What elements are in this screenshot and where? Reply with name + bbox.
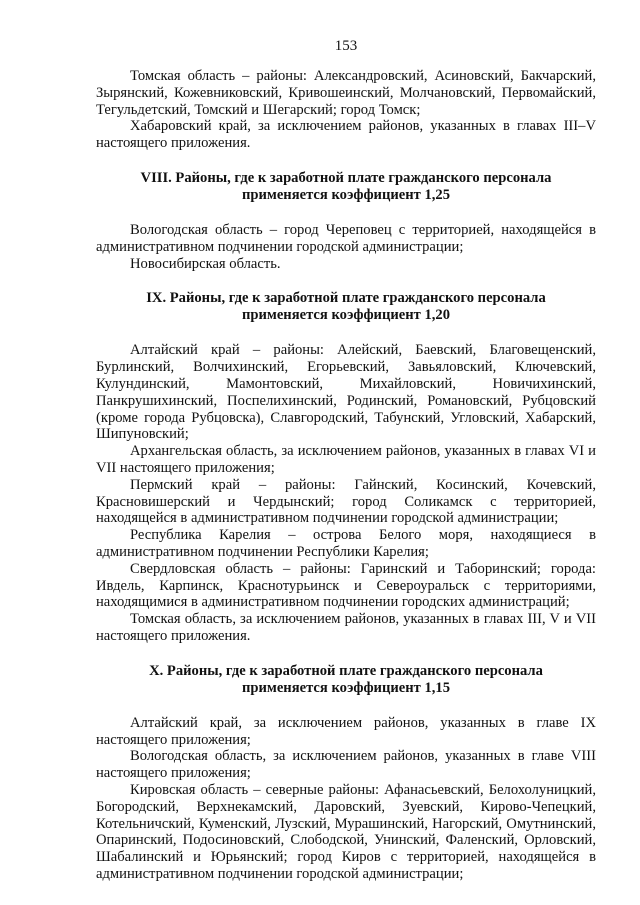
paragraph: Пермский край – районы: Гайнский, Косинский, Кочевский, Красновишерский и Чердынский; город Соликамск с территорией, находящейся в административном подчинении городской администрации;: [96, 476, 596, 527]
paragraph: Архангельская область, за исключением районов, указанных в главах VI и VII настоящего приложения;: [96, 443, 596, 476]
paragraph: Томская область, за исключением районов, указанных в главах III, V и VII настоящего приложения.: [96, 611, 596, 644]
paragraph: Республика Карелия – острова Белого моря, находящиеся в административном подчинении Республики Карелия;: [96, 527, 596, 560]
section-heading-line: X. Районы, где к заработной плате гражданского персонала: [149, 662, 543, 679]
paragraph: Свердловская область – районы: Гаринский и Таборинский; города: Ивдель, Карпинск, Краснотурьинск и Североуральск с территориями, находящимися в административном подчинении городских администраций;: [96, 560, 596, 611]
paragraph: Кировская область – северные районы: Афанасьевский, Белохолуницкий, Богородский, Верхнекамский, Даровский, Зуевский, Кирово-Чепецкий, Котельничский, Куменский, Лузский, Мурашинский, Нагорский, Омутнинский, Опаринский, Подосиновский, Слободской, Унинский, Фаленский, Орловский, Шабалинский и Юрьянский; город Киров с территорией, находящейся в административном подчинении городской администрации;: [96, 781, 596, 882]
page-number: 153: [334, 38, 358, 54]
paragraph: Новосибирская область.: [130, 255, 281, 272]
paragraph: Хабаровский край, за исключением районов, указанных в главах III–V настоящего приложения.: [96, 118, 596, 152]
section-heading-line: применяется коэффициент 1,20: [241, 307, 451, 324]
section-heading-line: применяется коэффициент 1,15: [241, 679, 451, 696]
paragraph: Алтайский край, за исключением районов, указанных в главе IX настоящего приложения;: [96, 714, 596, 748]
section-heading-line: VIII. Районы, где к заработной плате гражданского персонала: [140, 169, 552, 186]
paragraph: Томская область – районы: Александровский, Асиновский, Бакчарский, Зырянский, Кожевниковский, Кривошеинский, Молчановский, Первомайский, Тегульдетский, Томский и Шегарский; город Томск;: [96, 68, 596, 118]
section-heading: [96, 663, 596, 697]
section-heading-line: IX. Районы, где к заработной плате гражданского персонала: [146, 290, 546, 307]
document-body: [96, 68, 596, 883]
paragraph: Алтайский край – районы: Алейский, Баевский, Благовещенский, Бурлинский, Волчихинский, Егорьевский, Завьяловский, Ключевский, Кулундинский, Мамонтовский, Михайловский, Новичихинский, Панкрушихинский, Поспелихинский, Родинский, Романовский, Рубцовский (кроме города Рубцовска), Славгородский, Табунский, Угловский, Хабарский, Шипуновский;: [96, 342, 596, 443]
paragraph: Вологодская область, за исключением районов, указанных в главе VIII настоящего приложения;: [96, 748, 596, 782]
paragraph: Вологодская область – город Череповец с территорией, находящейся в административном подчинении городской администрации;: [96, 221, 596, 255]
section-heading-line: применяется коэффициент 1,25: [241, 186, 451, 203]
section-heading: [96, 170, 596, 204]
section-heading: [96, 290, 596, 324]
